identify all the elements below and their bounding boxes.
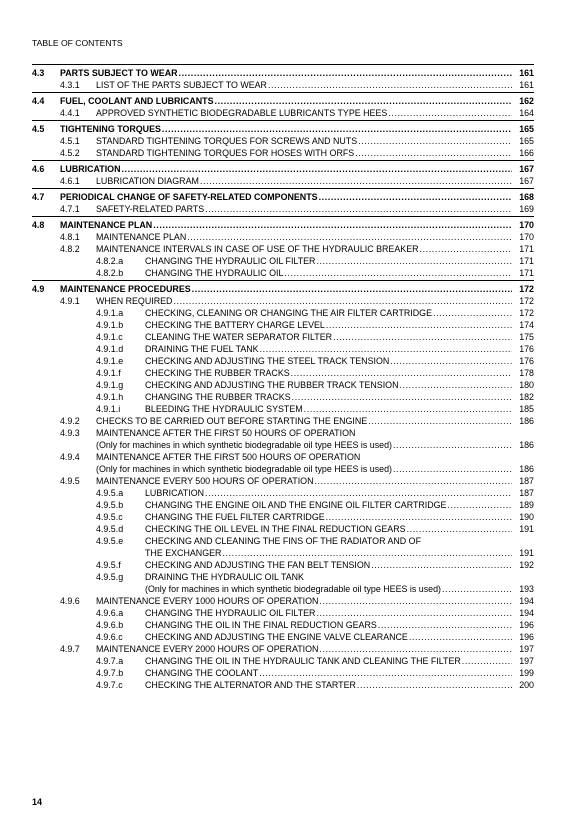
toc-entry[interactable] [32,367,534,379]
toc-entry-number: 4.8.2 [60,244,80,254]
dot-leader [304,403,512,415]
toc-entry-title: CHECKING THE BATTERY CHARGE LEVEL [145,320,325,330]
toc-entry-title: CHECKING AND CLEANING THE FINS OF THE RADIATOR AND OF [145,536,421,546]
toc-entry-title: CHANGING THE COOLANT [145,668,259,678]
toc-entry[interactable] [32,667,534,679]
toc-entry-title: DRAINING THE FUEL TANK [145,344,259,354]
toc-entry[interactable] [32,67,534,79]
toc-entry-page: 190 [519,512,534,522]
toc-entry-number: 4.9.6.a [96,608,124,618]
toc-entry-title: BLEEDING THE HYDRAULIC SYSTEM [145,404,303,414]
toc-entry[interactable] [32,475,534,487]
dot-leader [462,655,512,667]
toc-entry[interactable] [32,439,534,451]
toc-entry-number: 4.4.1 [60,108,80,118]
toc-entry-title: WHEN REQUIRED [96,296,173,306]
toc-entry[interactable] [32,319,534,331]
toc-entry-page: 167 [519,176,534,186]
dot-leader [187,231,512,243]
toc-entry[interactable] [32,123,534,135]
toc-entry-page: 196 [519,620,534,630]
toc-entry-page: 171 [519,256,534,266]
page-header: TABLE OF CONTENTS [32,38,123,48]
toc-entry-title: MAINTENANCE PROCEDURES [60,284,191,294]
toc-entry[interactable] [32,415,534,427]
toc-entry-number: 4.9.5.f [96,560,121,570]
toc-entry-number: 4.9.5.g [96,572,124,582]
dot-leader [316,255,512,267]
toc-entry-number: 4.9.7 [60,644,80,654]
toc-entry-page: 199 [519,668,534,678]
toc-entry-page: 166 [519,148,534,158]
toc-entry-page: 174 [519,320,534,330]
toc-section [32,92,534,119]
toc-entry-page: 187 [519,488,534,498]
toc-entry-number: 4.9.1.d [96,344,124,354]
toc-entry[interactable] [32,379,534,391]
toc-entry-title: CHANGING THE HYDRAULIC OIL FILTER [145,256,316,266]
dot-leader [368,415,512,427]
page-number: 14 [32,797,43,807]
toc-entry[interactable] [32,607,534,619]
toc-entry-page: 189 [519,500,534,510]
dot-leader [433,307,512,319]
toc-entry-number: 4.9.5.b [96,500,124,510]
toc-entry-page: 167 [519,164,534,174]
toc-entry[interactable] [32,331,534,343]
toc-entry-page: 176 [519,356,534,366]
dot-leader [205,203,512,215]
toc-entry-number: 4.9.1.b [96,320,124,330]
toc-entry[interactable] [32,571,534,583]
toc-entry-title: CHANGING THE HYDRAULIC OIL FILTER [145,608,316,618]
dot-leader [319,191,512,203]
toc-entry-number: 4.8.1 [60,232,80,242]
toc-section [32,280,534,691]
toc-entry[interactable] [32,547,534,559]
toc-entry-number: 4.9.1.e [96,356,124,366]
toc-entry[interactable] [32,427,534,439]
toc-entry-title: PERIODICAL CHANGE OF SAFETY-RELATED COMPONENTS [60,192,318,202]
dot-leader [399,379,512,391]
toc-entry-number: 4.9.1 [60,296,80,306]
toc-entry-title: CHECKING AND ADJUSTING THE RUBBER TRACK TENSION [145,380,399,390]
toc-entry-page: 193 [519,584,534,594]
toc-entry-number: 4.9.7.b [96,668,124,678]
toc-entry-number: 4.9.7.c [96,680,123,690]
toc-entry-title: CHANGING THE HYDRAULIC OIL [145,268,284,278]
toc-entry-number: 4.9.1.i [96,404,121,414]
toc-entry[interactable] [32,487,534,499]
toc-entry-page: 186 [519,416,534,426]
dot-leader [121,163,512,175]
toc-entry-page: 178 [519,368,534,378]
dot-leader [378,619,512,631]
dot-leader [393,439,512,451]
toc-entry-number: 4.6 [32,164,45,174]
toc-entry-page: 197 [519,644,534,654]
toc-entry-page: 186 [519,464,534,474]
toc-entry[interactable] [32,95,534,107]
toc-entry-title: PARTS SUBJECT TO WEAR [60,68,178,78]
toc-entry-page: 161 [519,68,534,78]
toc-entry[interactable] [32,679,534,691]
dot-leader [215,95,513,107]
toc-entry[interactable] [32,79,534,91]
toc-entry-number: 4.9.1.c [96,332,123,342]
toc-entry-title: LUBRICATION [60,164,121,174]
dot-leader [326,319,512,331]
toc-entry-number: 4.8.2.b [96,268,124,278]
toc-entry-number: 4.9.5.a [96,488,124,498]
toc-entry-page: 191 [519,548,534,558]
toc-entry-title: MAINTENANCE EVERY 500 HOURS OF OPERATION [96,476,314,486]
toc-entry-title: TIGHTENING TORQUES [60,124,161,134]
toc-entry[interactable] [32,391,534,403]
toc-entry-title: CHECKING AND ADJUSTING THE FAN BELT TENSION [145,560,371,570]
dot-leader [316,607,512,619]
toc-entry[interactable] [32,499,534,511]
toc-entry-title: CHECKING THE RUBBER TRACKS [145,368,290,378]
toc-entry-number: 4.9 [32,284,45,294]
toc-entry-page: 171 [519,244,534,254]
toc-entry-page: 187 [519,476,534,486]
toc-entry-number: 4.6.1 [60,176,80,186]
toc-entry[interactable] [32,219,534,231]
dot-leader [420,243,512,255]
toc-entry[interactable] [32,203,534,215]
toc-entry[interactable] [32,619,534,631]
toc-entry-page: 182 [519,392,534,402]
toc-entry[interactable] [32,267,534,279]
toc-entry-title: (Only for machines in which synthetic biodegradable oil type HEES is used) [145,584,441,594]
toc-entry-title: CHANGING THE OIL IN THE FINAL REDUCTION GEARS [145,620,377,630]
toc-entry-title: CHANGING THE RUBBER TRACKS [145,392,291,402]
toc-entry-title: (Only for machines in which synthetic biodegradable oil type HEES is used) [96,440,392,450]
dot-leader [388,107,512,119]
toc-entry-number: 4.9.3 [60,428,80,438]
dot-leader [447,499,512,511]
toc-entry-page: 172 [519,284,534,294]
toc-entry-number: 4.9.5 [60,476,80,486]
toc-entry-number: 4.9.1.f [96,368,121,378]
dot-leader [407,523,512,535]
toc-entry-number: 4.8.2.a [96,256,124,266]
toc-entry-title: CHANGING THE OIL IN THE HYDRAULIC TANK AND CLEANING THE FILTER [145,656,461,666]
dot-leader [409,631,512,643]
dot-leader [260,343,512,355]
toc-entry-title: MAINTENANCE AFTER THE FIRST 50 HOURS OF OPERATION [96,428,356,438]
toc-entry-page: 172 [519,296,534,306]
toc-entry-title: MAINTENANCE PLAN [96,232,187,242]
dot-leader [200,175,512,187]
toc-entry-page: 176 [519,344,534,354]
dot-leader [393,463,512,475]
toc-entry-number: 4.3 [32,68,45,78]
toc-entry[interactable] [32,231,534,243]
toc-entry[interactable] [32,643,534,655]
toc-entry[interactable] [32,655,534,667]
toc-entry-title: CLEANING THE WATER SEPARATOR FILTER [145,332,333,342]
dot-leader [333,331,512,343]
toc-entry[interactable] [32,243,534,255]
dot-leader [371,559,512,571]
toc-entry-page: 170 [519,232,534,242]
toc-entry-page: 165 [519,124,534,134]
toc-entry-page: 185 [519,404,534,414]
toc-entry-number: 4.9.6 [60,596,80,606]
toc-entry-page: 171 [519,268,534,278]
toc-entry[interactable] [32,583,534,595]
toc-entry-title: CHANGING THE ENGINE OIL AND THE ENGINE OIL FILTER CARTRIDGE [145,500,447,510]
dot-leader [442,583,512,595]
dot-leader [259,667,512,679]
toc-entry-title: THE EXCHANGER [145,548,222,558]
toc-entry-page: 169 [519,204,534,214]
toc-entry-page: 200 [519,680,534,690]
toc-entry[interactable] [32,175,534,187]
toc-entry-page: 164 [519,108,534,118]
toc-entry-number: 4.9.1.g [96,380,124,390]
toc-entry-number: 4.5 [32,124,45,134]
toc-entry-title: MAINTENANCE EVERY 1000 HOURS OF OPERATION [96,596,319,606]
toc-entry-title: APPROVED SYNTHETIC BIODEGRADABLE LUBRICANTS TYPE HEES [96,108,388,118]
toc-entry-number: 4.7.1 [60,204,80,214]
toc-entry-page: 194 [519,608,534,618]
toc-entry-page: 186 [519,440,534,450]
toc-entry-title: CHECKING, CLEANING OR CHANGING THE AIR FILTER CARTRIDGE [145,308,432,318]
toc-entry-title: MAINTENANCE PLAN [60,220,153,230]
toc-entry[interactable] [32,595,534,607]
toc-entry-page: 180 [519,380,534,390]
toc-section [32,160,534,187]
toc-entry[interactable] [32,307,534,319]
toc-entry-page: 196 [519,632,534,642]
dot-leader [153,219,512,231]
toc-entry-page: 162 [519,96,534,106]
toc-entry-number: 4.4 [32,96,45,106]
toc-entry-title: STANDARD TIGHTENING TORQUES FOR SCREWS AND NUTS [96,136,358,146]
dot-leader [192,283,512,295]
toc-entry-number: 4.9.6.b [96,620,124,630]
toc-entry-title: MAINTENANCE INTERVALS IN CASE OF USE OF THE HYDRAULIC BREAKER [96,244,419,254]
toc-entry[interactable] [32,295,534,307]
dot-leader [205,487,512,499]
toc-entry-title: DRAINING THE HYDRAULIC OIL TANK [145,572,304,582]
toc-entry-number: 4.5.1 [60,136,80,146]
dot-leader [284,267,512,279]
toc-entry-number: 4.9.5.c [96,512,123,522]
toc-entry[interactable] [32,451,534,463]
toc-entry[interactable] [32,511,534,523]
dot-leader [319,643,512,655]
toc-entry-page: 168 [519,192,534,202]
dot-leader [179,67,512,79]
toc-entry-title: CHECKING THE ALTERNATOR AND THE STARTER [145,680,356,690]
toc-entry-number: 4.9.1.a [96,308,124,318]
toc-entry[interactable] [32,403,534,415]
toc-entry[interactable] [32,631,534,643]
toc-entry[interactable] [32,135,534,147]
toc-entry-number: 4.9.5.d [96,524,124,534]
toc-entry-title: CHECKING THE OIL LEVEL IN THE FINAL REDUCTION GEARS [145,524,406,534]
toc-entry-title: LIST OF THE PARTS SUBJECT TO WEAR [96,80,267,90]
toc-entry[interactable] [32,107,534,119]
dot-leader [292,391,512,403]
toc-entry[interactable] [32,559,534,571]
toc-entry[interactable] [32,163,534,175]
dot-leader [173,295,512,307]
dot-leader [390,355,512,367]
toc-entry-page: 192 [519,560,534,570]
toc-entry-number: 4.5.2 [60,148,80,158]
toc-entry-page: 161 [519,80,534,90]
toc-entry[interactable] [32,191,534,203]
toc-entry-page: 170 [519,220,534,230]
toc-entry-number: 4.9.2 [60,416,80,426]
toc-entry-number: 4.9.5.e [96,536,124,546]
toc-entry-number: 4.9.6.c [96,632,123,642]
toc-entry-title: CHECKS TO BE CARRIED OUT BEFORE STARTING THE ENGINE [96,416,368,426]
toc-entry[interactable] [32,147,534,159]
dot-leader [357,679,512,691]
toc-entry[interactable] [32,523,534,535]
toc-entry[interactable] [32,535,534,547]
toc-section [32,216,534,279]
toc-entry-title: MAINTENANCE EVERY 2000 HOURS OF OPERATION [96,644,319,654]
toc-section [32,188,534,215]
toc-entry-title: CHECKING AND ADJUSTING THE STEEL TRACK TENSION [145,356,390,366]
toc-entry-number: 4.9.7.a [96,656,124,666]
toc-section [32,64,534,91]
dot-leader [162,123,512,135]
toc-entry-number: 4.3.1 [60,80,80,90]
toc-entry-page: 165 [519,136,534,146]
toc-entry-title: LUBRICATION DIAGRAM [96,176,199,186]
toc-entry-title: SAFETY-RELATED PARTS [96,204,205,214]
dot-leader [268,79,512,91]
toc-entry-page: 191 [519,524,534,534]
toc-entry[interactable] [32,255,534,267]
dot-leader [222,547,512,559]
toc-entry-title: (Only for machines in which synthetic biodegradable oil type HEES is used) [96,464,392,474]
toc-entry-page: 194 [519,596,534,606]
toc-entry[interactable] [32,463,534,475]
dot-leader [326,511,512,523]
toc-entry-number: 4.8 [32,220,45,230]
toc-entry-title: CHANGING THE FUEL FILTER CARTRIDGE [145,512,325,522]
toc-entry-title: CHECKING AND ADJUSTING THE ENGINE VALVE CLEARANCE [145,632,408,642]
toc-entry-number: 4.9.1.h [96,392,124,402]
dot-leader [358,135,512,147]
toc-entry-title: LUBRICATION [145,488,205,498]
table-of-contents [32,64,534,692]
toc-entry-page: 175 [519,332,534,342]
toc-entry[interactable] [32,355,534,367]
toc-entry[interactable] [32,283,534,295]
dot-leader [291,367,512,379]
toc-entry-title: FUEL, COOLANT AND LUBRICANTS [60,96,214,106]
toc-entry-number: 4.9.4 [60,452,80,462]
toc-section [32,120,534,159]
dot-leader [355,147,512,159]
dot-leader [319,595,512,607]
dot-leader [314,475,512,487]
toc-entry-page: 197 [519,656,534,666]
toc-entry-title: MAINTENANCE AFTER THE FIRST 500 HOURS OF OPERATION [96,452,361,462]
toc-entry-page: 172 [519,308,534,318]
toc-entry-number: 4.7 [32,192,45,202]
toc-entry-title: STANDARD TIGHTENING TORQUES FOR HOSES WITH ORFS [96,148,355,158]
toc-entry[interactable] [32,343,534,355]
